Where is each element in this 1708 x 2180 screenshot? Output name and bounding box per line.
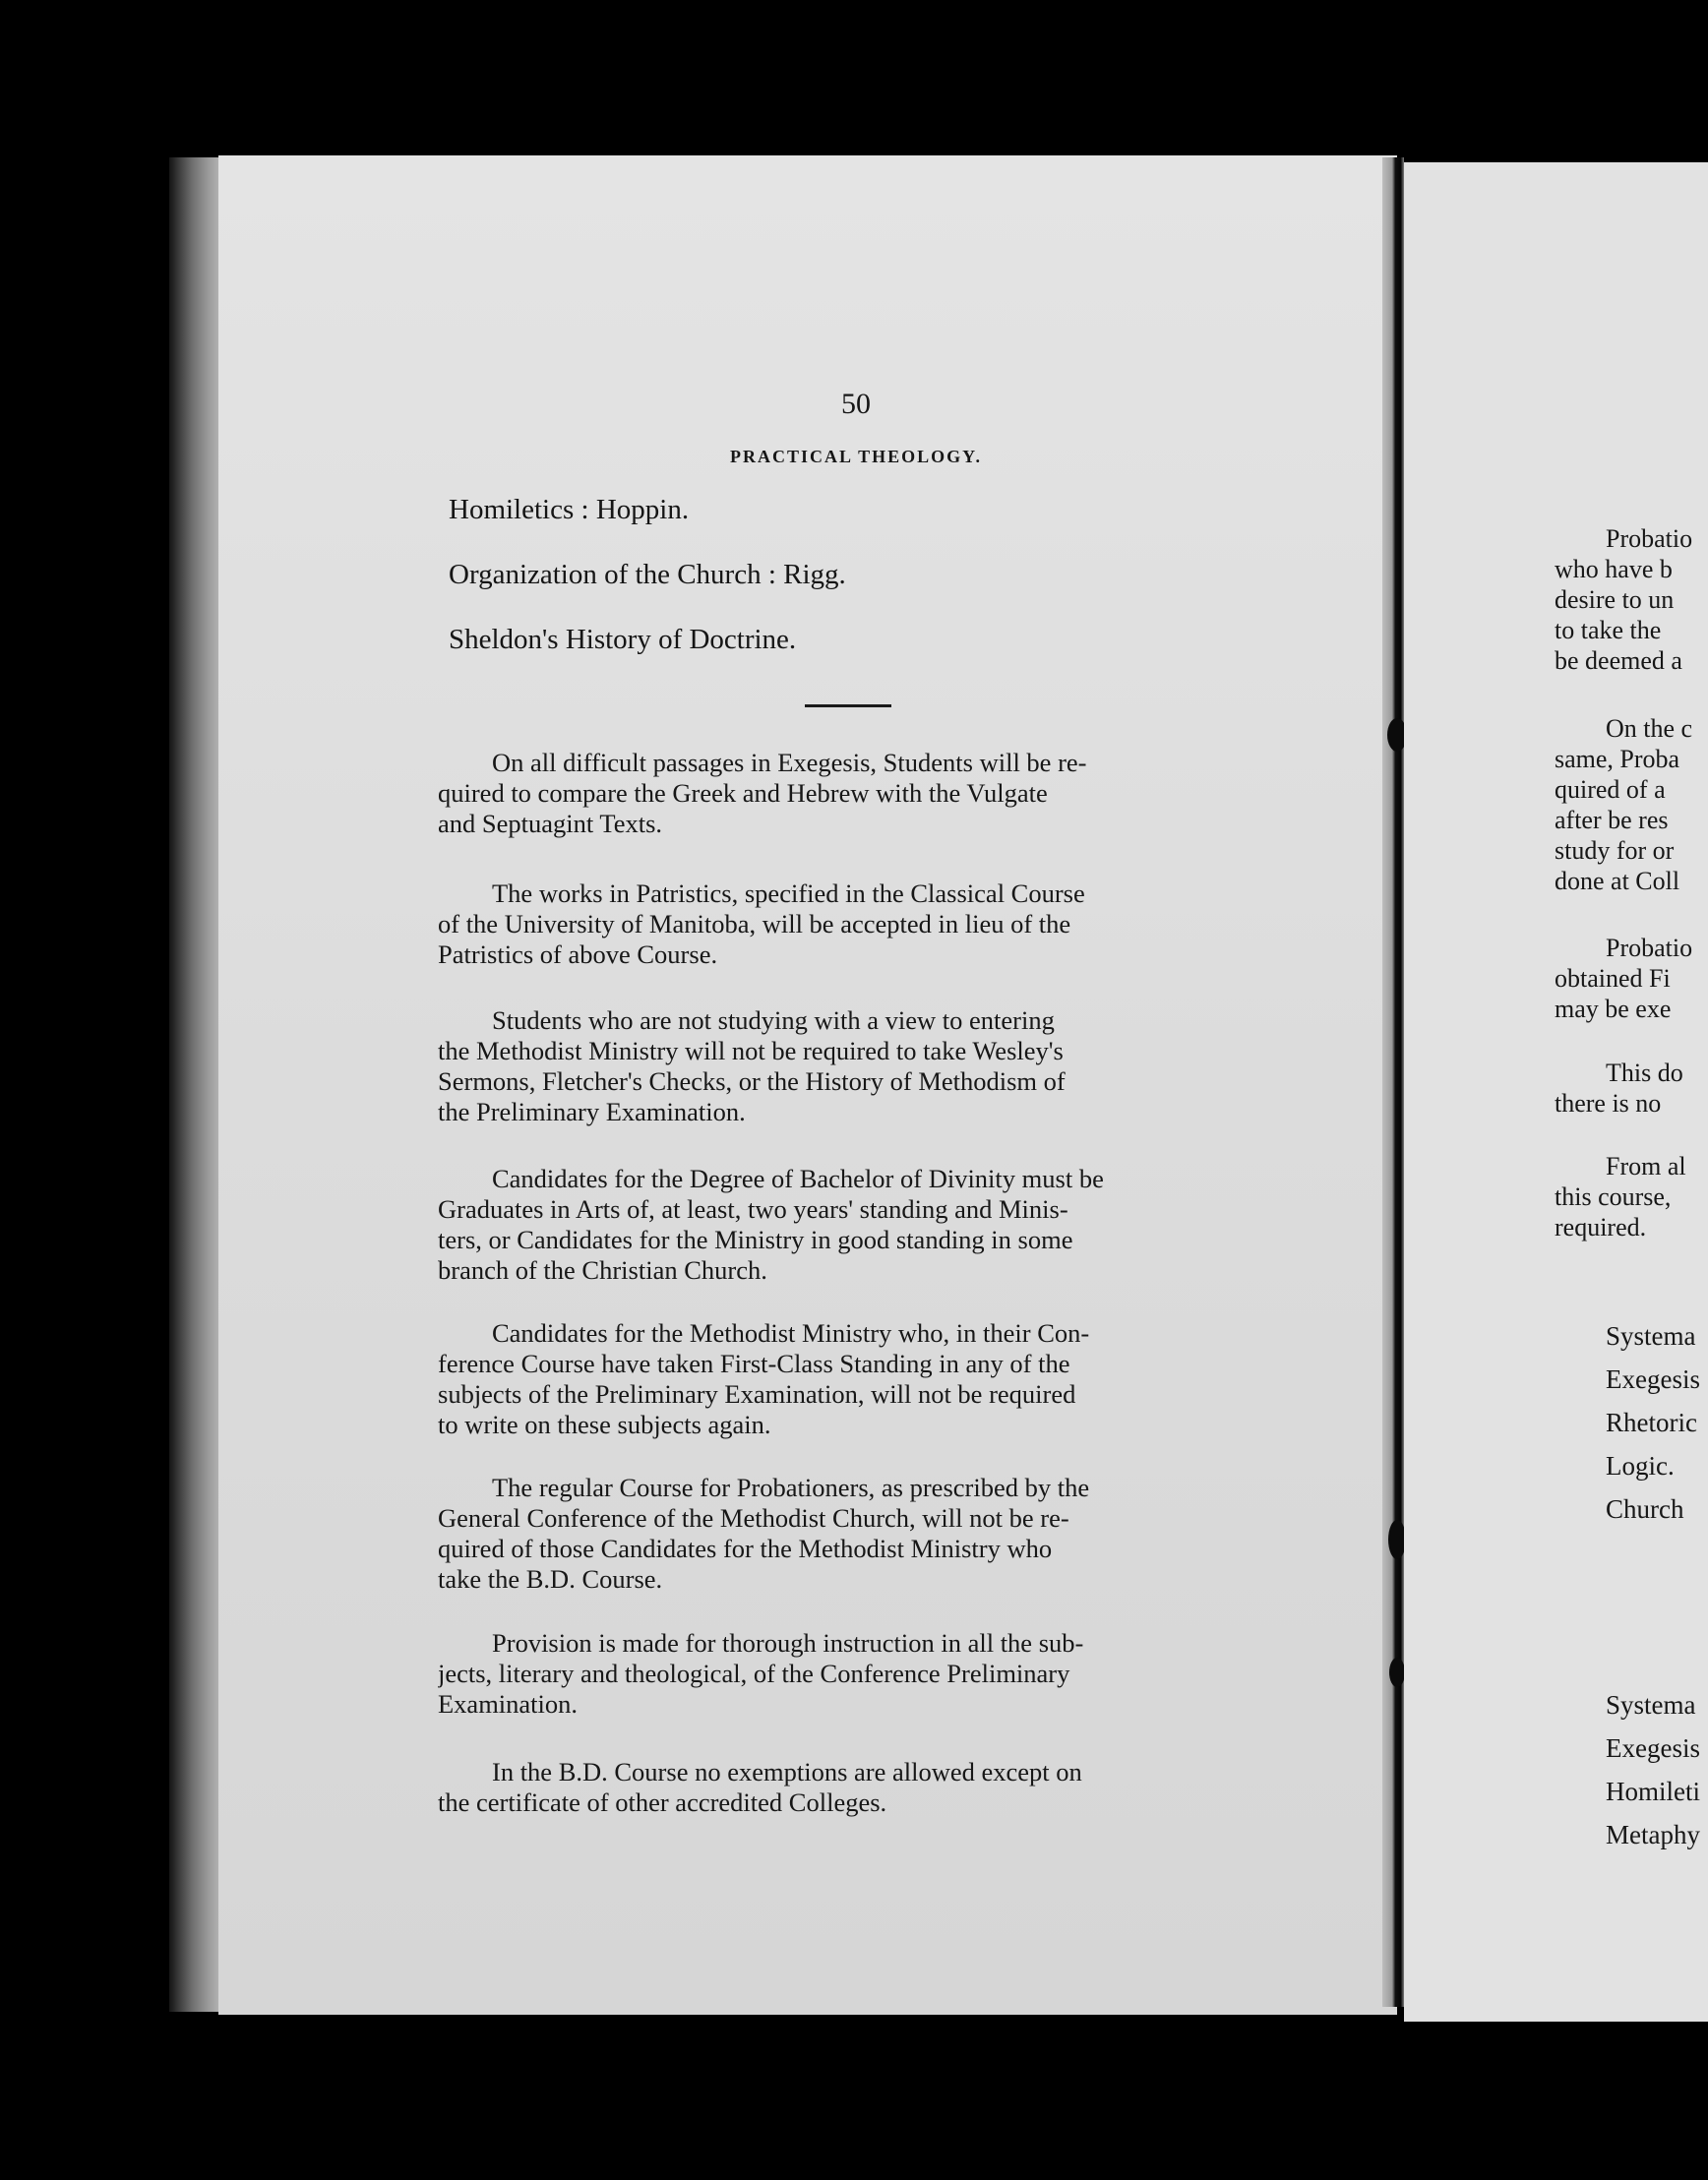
right-page-line: who have b xyxy=(1555,555,1673,583)
paragraph-line: ters, or Candidates for the Ministry in good standing in some xyxy=(438,1225,1073,1254)
paragraph-line: The regular Course for Probationers, as prescribed by the xyxy=(492,1473,1090,1502)
paragraph-line: The works in Patristics, specified in the Classical Course xyxy=(492,878,1085,908)
paragraph-provision xyxy=(438,1628,1245,1720)
paragraph-line: General Conference of the Methodist Church, will not be re- xyxy=(438,1503,1069,1533)
paragraph-line: Candidates for the Methodist Ministry who, in their Con- xyxy=(492,1318,1090,1348)
right-page-line: to take the xyxy=(1555,616,1662,644)
paragraph-exegesis xyxy=(438,748,1245,839)
paragraph-line: to write on these subjects again. xyxy=(438,1410,771,1439)
right-page-line: study for or xyxy=(1555,836,1675,865)
right-page-block-first-class xyxy=(1555,933,1708,1024)
right-subject: Exegesis xyxy=(1606,1364,1700,1394)
paragraph-line: ference Course have taken First-Class Standing in any of the xyxy=(438,1349,1070,1378)
paragraph-line: On all difficult passages in Exegesis, Students will be re- xyxy=(492,748,1087,777)
paragraph-line: of the University of Manitoba, will be accepted in lieu of the xyxy=(438,909,1071,939)
book-entry-organization: Organization of the Church : Rigg. xyxy=(449,559,846,590)
right-subject: Metaphy xyxy=(1606,1820,1700,1849)
paragraph-line: Candidates for the Degree of Bachelor of Divinity must be xyxy=(492,1164,1104,1193)
right-page-block-this xyxy=(1555,1058,1708,1119)
paragraph-line: Students who are not studying with a view to entering xyxy=(492,1005,1055,1035)
right-page-block-from-all xyxy=(1555,1151,1708,1242)
paragraph-line: quired of those Candidates for the Methodist Ministry who xyxy=(438,1534,1053,1563)
section-divider xyxy=(805,704,891,707)
right-page-line: This do xyxy=(1606,1059,1683,1087)
right-subject: Systema xyxy=(1606,1321,1696,1351)
right-page-line: obtained Fi xyxy=(1555,964,1671,993)
right-subject: Exegesis xyxy=(1606,1733,1700,1763)
paragraph-line: the Methodist Ministry will not be required to take Wesley's xyxy=(438,1036,1064,1065)
right-page-line: Probatio xyxy=(1606,934,1693,962)
right-page-line: done at Coll xyxy=(1555,867,1680,895)
right-page-line: Probatio xyxy=(1606,524,1693,553)
book-page-edges xyxy=(169,157,224,2012)
right-page-line: desire to un xyxy=(1555,585,1675,614)
right-subject: Church xyxy=(1606,1494,1684,1524)
section-heading: PRACTICAL THEOLOGY. xyxy=(729,447,983,466)
paragraph-first-class-standing xyxy=(438,1318,1245,1440)
paragraph-line: the Preliminary Examination. xyxy=(438,1097,746,1126)
right-page-line: On the c xyxy=(1606,714,1693,743)
right-page-line: may be exe xyxy=(1555,995,1672,1023)
paragraph-line: take the B.D. Course. xyxy=(438,1564,663,1594)
paragraph-line: quired to compare the Greek and Hebrew with the Vulgate xyxy=(438,778,1048,808)
paragraph-line: subjects of the Preliminary Examination, will not be required xyxy=(438,1379,1076,1409)
right-subject: Logic. xyxy=(1606,1451,1675,1481)
paragraph-line: jects, literary and theological, of the Conference Preliminary xyxy=(438,1659,1070,1688)
book-gutter xyxy=(1382,157,1404,2007)
page-number: 50 xyxy=(841,388,871,420)
paragraph-line: Graduates in Arts of, at least, two years' standing and Minis- xyxy=(438,1194,1068,1224)
right-page-line: required. xyxy=(1555,1213,1647,1241)
paragraph-line: Provision is made for thorough instruction in all the sub- xyxy=(492,1628,1084,1658)
ink-blot xyxy=(1389,1658,1405,1687)
right-subject: Systema xyxy=(1606,1690,1696,1720)
right-page-line: this course, xyxy=(1555,1182,1672,1211)
right-page-line: there is no xyxy=(1555,1089,1662,1118)
right-subject: Homileti xyxy=(1606,1777,1700,1806)
right-page-line: after be res xyxy=(1555,806,1669,834)
paragraph-patristics xyxy=(438,878,1245,970)
right-page-line: From al xyxy=(1606,1152,1686,1181)
book-entry-homiletics: Homiletics : Hoppin. xyxy=(449,494,690,525)
right-page-block-on-the xyxy=(1555,713,1708,896)
paragraph-line: branch of the Christian Church. xyxy=(438,1255,767,1285)
right-page-line: same, Proba xyxy=(1555,745,1680,773)
right-page-line: be deemed a xyxy=(1555,646,1682,675)
right-page-line: quired of a xyxy=(1555,775,1666,804)
paragraph-line: and Septuagint Texts. xyxy=(438,809,663,838)
right-subject: Rhetoric xyxy=(1606,1408,1697,1437)
paragraph-line: Patristics of above Course. xyxy=(438,939,718,969)
paragraph-bd-candidates xyxy=(438,1164,1245,1286)
paragraph-probationers-course xyxy=(438,1473,1245,1595)
paragraph-line: Sermons, Fletcher's Checks, or the History of Methodism of xyxy=(438,1066,1066,1096)
book-entry-sheldon: Sheldon's History of Doctrine. xyxy=(449,624,797,655)
right-page-block-probationers xyxy=(1555,523,1708,676)
paragraph-line: the certificate of other accredited Colleges. xyxy=(438,1787,887,1817)
paragraph-exemptions xyxy=(438,1757,1245,1818)
paragraph-non-methodist-students xyxy=(438,1005,1245,1127)
paragraph-line: In the B.D. Course no exemptions are allowed except on xyxy=(492,1757,1082,1786)
paragraph-line: Examination. xyxy=(438,1689,579,1719)
